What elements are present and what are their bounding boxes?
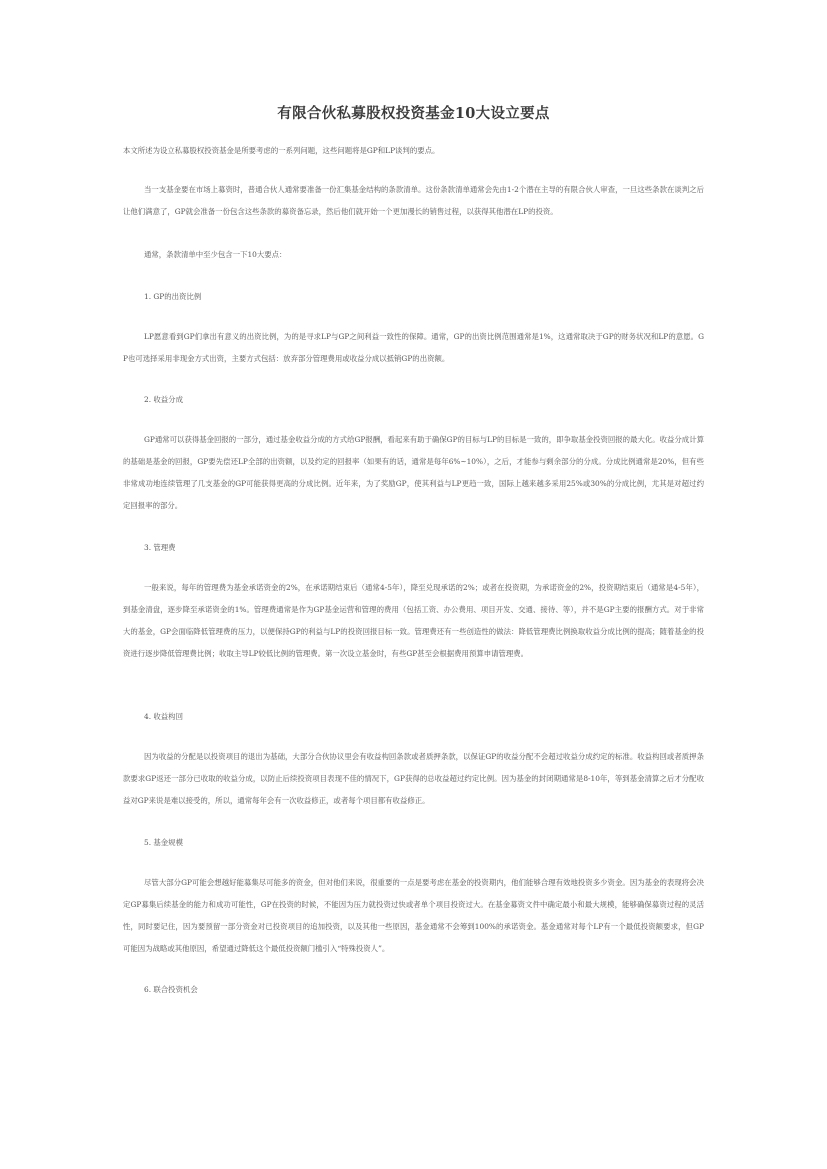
section-body-management-fee: 一般来说，每年的管理费为基金承诺资金的2%，在承诺期结束后（通常4-5年），降至兑现承诺的2%；或者在投资期，为承诺资金的2%，投资期结束后（通常是4-5年），到基金清盘，逐步降至承诺资金的1%。管理费通常是作为GP基金运营和管理的费用（包括工资、办公费用、项目开发、交通、接待、等），并不是GP主要的报酬方式。对于非常大的基金，GP会面临降低管理费的压力，以便保持GP的利益与LP的投资回报目标一致。管理费还有一些创造性的做法：降低管理费比例换取收益分成比例的提高；随着基金的投资进行逐步降低管理费比例；收取主导LP较低比例的管理费。第一次设立基金时，有些GP甚至会根据费用预算申请管理费。 (123, 583, 704, 658)
intro-paragraph: 本文所述为设立私募股权投资基金是所要考虑的一系列问题，这些问题将是GP和LP谈判的要点。 (123, 146, 440, 155)
section-body-gp-contribution: LP愿意看到GP们拿出有意义的出资比例，为的是寻求LP与GP之间利益一致性的保障。通常，GP的出资比例范围通常是1%，这通常取决于GP的财务状况和LP的意愿。GP也可选择采用非现金方式出资，主要方式包括：放弃部分管理费用或收益分成以抵销GP的出资额。 (123, 332, 704, 363)
section-heading-management-fee: 3. 管理费 (144, 543, 176, 552)
section-body-clawback: 因为收益的分配是以投资项目的退出为基础，大部分合伙协议里会有收益构回条款或者质押条款，以保证GP的收益分配不会超过收益分成约定的标准。收益构回或者质押条款要求GP返还一部分已收取的收益分成，以防止后续投资项目表现不佳的情况下，GP获得的总收益超过约定比例。因为基金的封闭期通常是8-10年，等到基金清算之后才分配收益对GP来说是难以接受的，所以，通常每年会有一次收益修正，或者每个项目都有收益修正。 (123, 752, 704, 805)
section-heading-gp-contribution: 1. GP的出资比例 (144, 292, 202, 301)
summary-paragraph: 通常，条款清单中至少包含一下10大要点： (144, 250, 287, 259)
term-sheet-paragraph: 当一支基金要在市场上募资时，普通合伙人通常要准备一份汇集基金结构的条款清单。这份条款清单通常会先由1-2个潜在主导的有限合伙人审查，一旦这些条款在谈判之后让他们满意了，GP就会准备一份包含这些条款的募资备忘录，然后他们就开始一个更加漫长的销售过程，以获得其他潜在LP的投资。 (123, 185, 704, 216)
section-heading-clawback: 4. 收益构回 (144, 712, 183, 721)
section-body-fund-size: 尽管大部分GP可能会想越好能募集尽可能多的资金，但对他们来说，很重要的一点是要考虑在基金的投资期内，他们能够合理有效地投资多少资金。因为基金的表现将会决定GP募集后续基金的能力和成功可能性，GP在投资的时候，不能因为压力就投资过快或者单个项目投资过大。在基金募资文件中确定最小和最大规模，能够确保募资过程的灵活性，同时要记住，因为要预留一部分资金对已投资项目的追加投资，以及其他一些原因，基金通常不会筹到100%的承诺资金。基金通常对每个LP有一个最低投资额要求，但GP可能因为战略或其他原因，希望通过降低这个最低投资额门槛引入“特殊投资人”。 (123, 878, 704, 953)
document-title: 有限合伙私募股权投资基金10大设立要点 (277, 105, 550, 122)
section-heading-co-investment: 6. 联合投资机会 (144, 985, 198, 994)
section-heading-profit-share: 2. 收益分成 (144, 395, 183, 404)
section-heading-fund-size: 5. 基金规模 (144, 838, 183, 847)
section-body-profit-share: GP通常可以获得基金回报的一部分，通过基金收益分成的方式给GP报酬，看起来有助于确保GP的目标与LP的目标是一致的，即争取基金投资回报的最大化。收益分成计算的基础是基金的回报，GP要先偿还LP全部的出资额，以及约定的回报率（如果有的话，通常是每年6%~10%），之后，才能参与剩余部分的分成。分成比例通常是20%，但有些非常成功地连续管理了几支基金的GP可能获得更高的分成比例。近年来，为了奖励GP，使其利益与LP更趋一致，国际上越来越多采用25%或30%的分成比例，尤其是对超过约定回报率的部分。 (123, 435, 704, 510)
